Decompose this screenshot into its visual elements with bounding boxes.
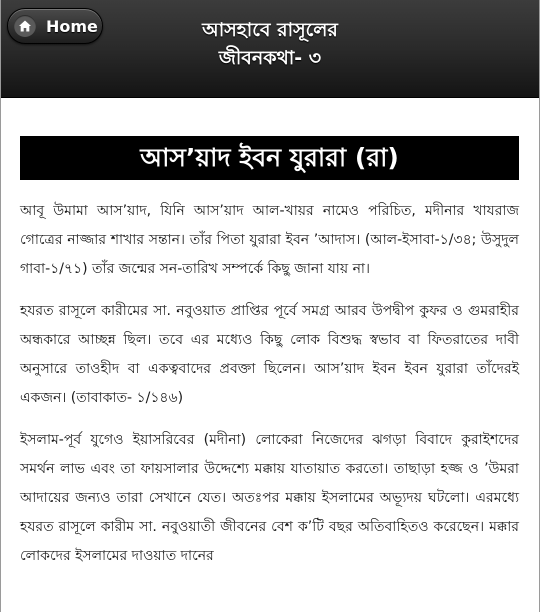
page-title-line-2: জীবনকথা- ৩	[218, 47, 322, 69]
home-icon	[14, 15, 36, 37]
page-title-line-1: আসহাবে রাসূলের	[202, 19, 338, 41]
article-heading: আস’য়াদ ইবন যুরারা (রা)	[20, 136, 519, 180]
home-button[interactable]	[7, 8, 103, 44]
article-content	[1, 98, 539, 612]
header-bar	[1, 0, 539, 98]
page-title	[121, 16, 419, 72]
article-paragraph: ইসলাম-পূর্ব যুগেও ইয়াসরিবের (মদীনা) লোকেরা নিজেদের ঝগড়া বিবাদে কুরাইশদের সমর্থন লাভ এবং তা ফায়সালার উদ্দেশ্যে মক্কায় যাতায়াত করতো। তাছাড়া হজ্জ ও ’উমরা আদায়ের জন্যও তারা সেখানে যেত। অতঃপর মক্কায় ইসলামের অভ্যূদয় ঘটলো। এরমধ্যে হযরত রাসূলে কারীম সা. নবুওয়াতী জীবনের বেশ ক’টি বছর অতিবাহিতও করেছেন। মক্কার লোকদের ইসলামের দাওয়াত দানের	[20, 432, 519, 564]
home-button-label: Home	[46, 16, 98, 36]
article-paragraph: আবূ উমামা আস’য়াদ, যিনি আস’য়াদ আল-খায়র নামেও পরিচিত, মদীনার খাযরাজ গোত্রের নাজ্জার শাখার সন্তান। তাঁর পিতা যুরারা ইবন ’আদাস। (আল-ইসাবা-১/৩৪; উসুদুল গাবা-১/৭১) তাঁর জন্মের সন-তারিখ সম্পর্কে কিছু জানা যায় না।	[20, 203, 519, 277]
article-paragraph: হযরত রাসূলে কারীমের সা. নবুওয়াত প্রাপ্তির পূর্বে সমগ্র আরব উপদ্বীপ কুফর ও গুমরাহীর অন্ধকারে আচ্ছন্ন ছিল। তবে এর মধ্যেও কিছু লোক বিশুদ্ধ স্বভাব বা ফিতরাতের দাবী অনুসারে তাওহীদ বা একত্ববাদের প্রবক্তা ছিলেন। আস’য়াদ ইবন ইবন যুরারা তাঁদেরই একজন। (তাবাকাত- ১/১৪৬)	[20, 303, 519, 406]
